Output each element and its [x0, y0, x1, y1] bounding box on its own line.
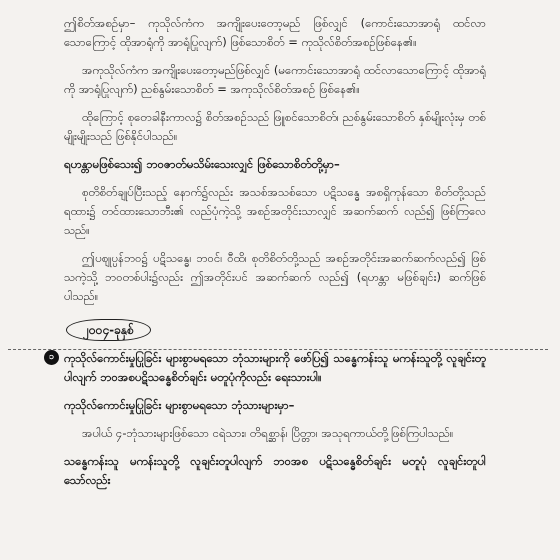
paragraph-wholesome-mind-stream: ဤစိတ်အစဉ်မှာ– ကုသိုလ်ကံက အကျိုးပေးတော့မည် ဖြစ်လျှင် (ကောင်းသောအာရုံ ထင်လာသောကြောင့် ထိုအာရုံကို အာရုံပြုလျက်) ဖြစ်သောစိတ် = ကုသိုလ်စိတ်အစဉ်ဖြစ်နေ၏။ [64, 16, 486, 49]
paragraph-unwholesome-mind-stream: အကုသိုလ်ကံက အကျိုးပေးတော့မည်ဖြစ်လျှင် (မကောင်းသောအာရုံ ထင်လာသောကြောင့် ထိုအာရုံကို အာရုံပြုလျက်) ညစ်နွမ်းသောစိတ် = အကုသိုလ်စိတ်အစဉ် ဖြစ်နေ၏။ [64, 63, 486, 96]
paragraph-rebirth-cycle: စုတိစိတ်ချုပ်ပြီးသည့် နောက်၌လည်း အသစ်အသစ်သော ပဋိသန္ဓေ အစရှိကုန်သော စိတ်တို့သည် ရထား၌ တင်ထားသောဘီး၏ လည်ပုံကဲ့သို့ အစဉ်အတိုင်းသာလျှင် အဆက်ဆက် လည်၍ ဖြစ်ကြလေသည်။ [64, 185, 486, 237]
exam-question [48, 349, 486, 387]
question-text: ကုသိုလ်ကောင်းမှုပြုခြင်း များစွာမရသော ဘုံသားများကို ဖော်ပြ၍ သန္ဓေကန်းသူ မကန်းသူတို့ လူချင်းတူပါလျက် ဘဝအစပဋိသန္ဓေစိတ်ချင်း မတူပုံကိုလည်း ရေးသားပါ။ [64, 351, 486, 384]
question-number-badge: ၁ [44, 350, 59, 365]
answer-heading: ကုသိုလ်ကောင်းမှုပြုခြင်း များစွာမရသော ဘုံသားများမှာ– [64, 398, 295, 412]
paragraph-present-life: ဤပဈုပ္ပန်ဘဝ၌ ပဋိသန္ဓေ၊ ဘဝင်၊ ဝီထိ၊ စုတိစိတ်တို့သည် အစဉ်အတိုင်းအဆက်ဆက်လည်၍ ဖြစ်သကဲ့သို့ ဘဝတစ်ပါး၌လည်း ဤအတိုင်းပင် အဆက်ဆက် လည်၍ (ရဟန္တာ မဖြစ်ချင်း) ဆက်ဖြစ်ပါသည်။ [64, 251, 486, 303]
subheading-not-arahant: ရဟန္တာမဖြစ်သေး၍ ဘဝဇာတ်မသိမ်းသေးလျှင် ဖြစ်သောစိတ်တို့မှာ– [64, 157, 340, 171]
answer-subheading: သန္ဓေကန်းသူ မကန်းသူတို့ လူချင်းတူပါလျက် ဘဝအစ ပဋိသန္ဓေစိတ်ချင်း မတူပုံ လူချင်းတူပါသော်လည်း [64, 454, 486, 487]
answer-realms-list: အပါယ် ၄-ဘုံသားများဖြစ်သော ငရဲသား၊ တိရစ္ဆာန်၊ ပြိတ္တာ၊ အသုရကာယ်တို့ဖြစ်ကြပါသည်။ [82, 426, 454, 440]
paragraph-death-moment: ထိုကြောင့် စုတေခါနီးကာလ၌ စိတ်အစဉ်သည် ဖြူစင်သောစိတ်၊ ညစ်နွမ်းသောစိတ် နှစ်မျိုးလုံးမှ တစ်မျိုးမျိုးသည် ဖြစ်နိုင်ပါသည်။ [64, 110, 486, 143]
year-badge: ၂၀၀၄-ခုနှစ် [66, 319, 151, 341]
